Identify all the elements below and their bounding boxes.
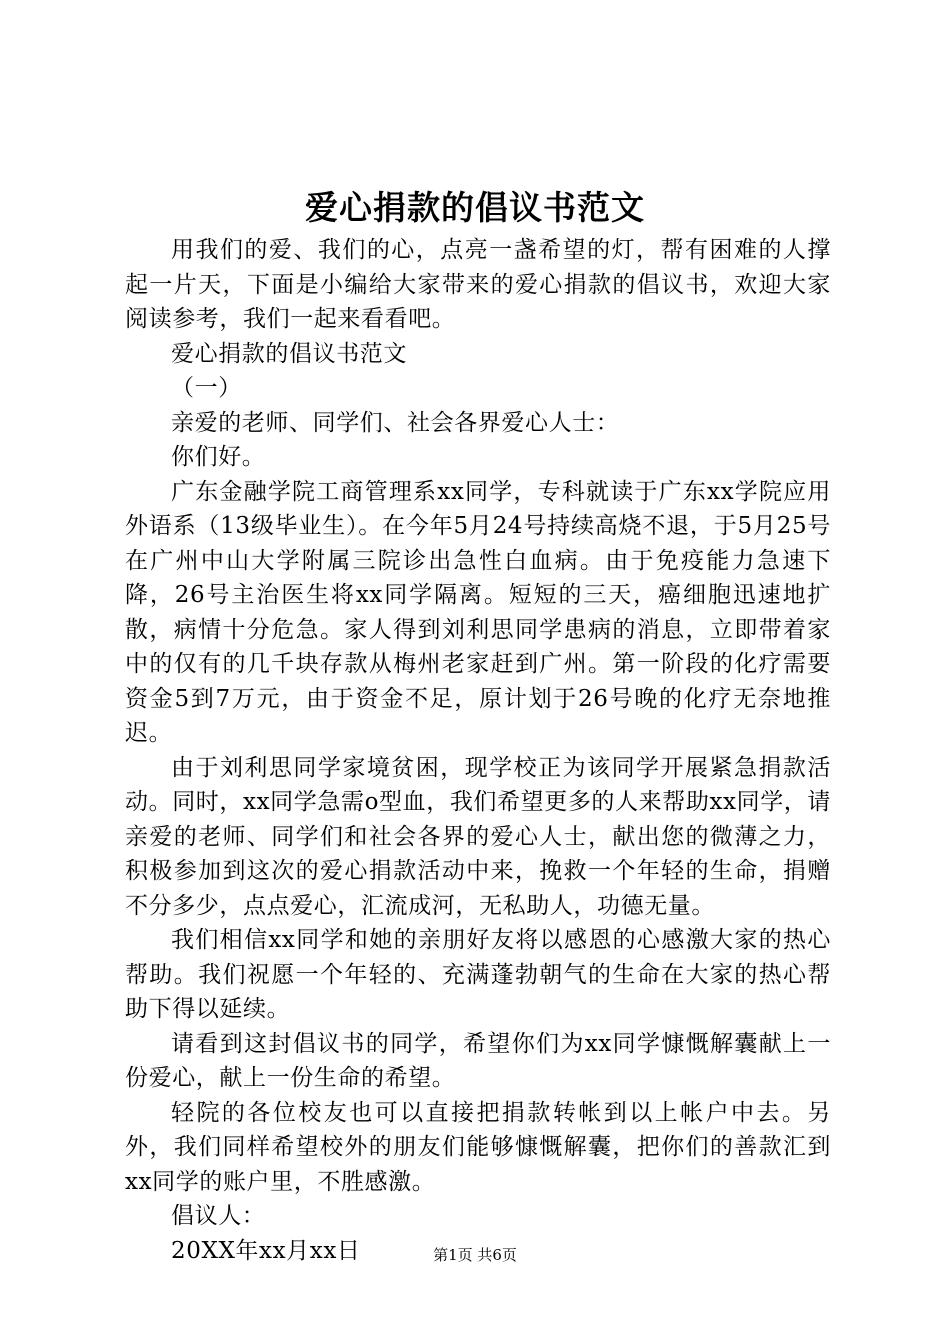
body-paragraph-request: 请看到这封倡议书的同学，希望你们为xx同学慷慨解囊献上一份爱心，献上一份生命的希望。: [125, 1030, 831, 1091]
signature-label: 倡议人：: [171, 1203, 266, 1229]
body-paragraph-alumni: 轻院的各位校友也可以直接把捐款转帐到以上帐户中去。另外，我们同样希望校外的朋友们能够慷慨解囊，把你们的善款汇到xx同学的账户里，不胜感激。: [125, 1099, 831, 1195]
document-body: [125, 233, 831, 1268]
intro-paragraph: 用我们的爱、我们的心，点亮一盏希望的灯，帮有困难的人撑起一片天，下面是小编给大家带来的爱心捐款的倡议书，欢迎大家阅读参考，我们一起来看看吧。: [125, 237, 831, 332]
document-title: 爱心捐款的倡议书范文: [305, 188, 645, 227]
body-paragraph-situation: 广东金融学院工商管理系xx同学，专科就读于广东xx学院应用外语系（13级毕业生）。在今年5月24号持续高烧不退，于5月25号在广州中山大学附属三院诊出急性白血病。由于免疫能力急速下降，26号主治医生将xx同学隔离。短短的三天，癌细胞迅速地扩散，病情十分危急。家人得到刘利思同学患病的消息，立即带着家中的仅有的几千块存款从梅州老家赶到广州。第一阶段的化疗需要资金5到7万元，由于资金不足，原计划于26号晚的化疗无奈地推迟。: [125, 478, 831, 746]
greeting: 你们好。: [171, 444, 266, 470]
section-number: （一）: [171, 375, 242, 401]
page-footer: 第1页 共6页: [433, 1246, 517, 1264]
body-paragraph-appeal: 由于刘利思同学家境贫困，现学校正为该同学开展紧急捐款活动。同时，xx同学急需o型血，我们希望更多的人来帮助xx同学，请亲爱的老师、同学们和社会各界的爱心人士，献出您的微薄之力，积极参加到这次的爱心捐款活动中来，挽救一个年轻的生命，捐赠不分多少，点点爱心，汇流成河，无私助人，功德无量。: [125, 754, 831, 919]
signature-date: 20XX年xx月xx日: [171, 1237, 361, 1264]
body-paragraph-wishes: 我们相信xx同学和她的亲朋好友将以感恩的心感激大家的热心帮助。我们祝愿一个年轻的、充满蓬勃朝气的生命在大家的热心帮助下得以延续。: [125, 927, 831, 1022]
subtitle-line: 爱心捐款的倡议书范文: [171, 340, 407, 367]
salutation: 亲爱的老师、同学们、社会各界爱心人士：: [171, 409, 620, 436]
